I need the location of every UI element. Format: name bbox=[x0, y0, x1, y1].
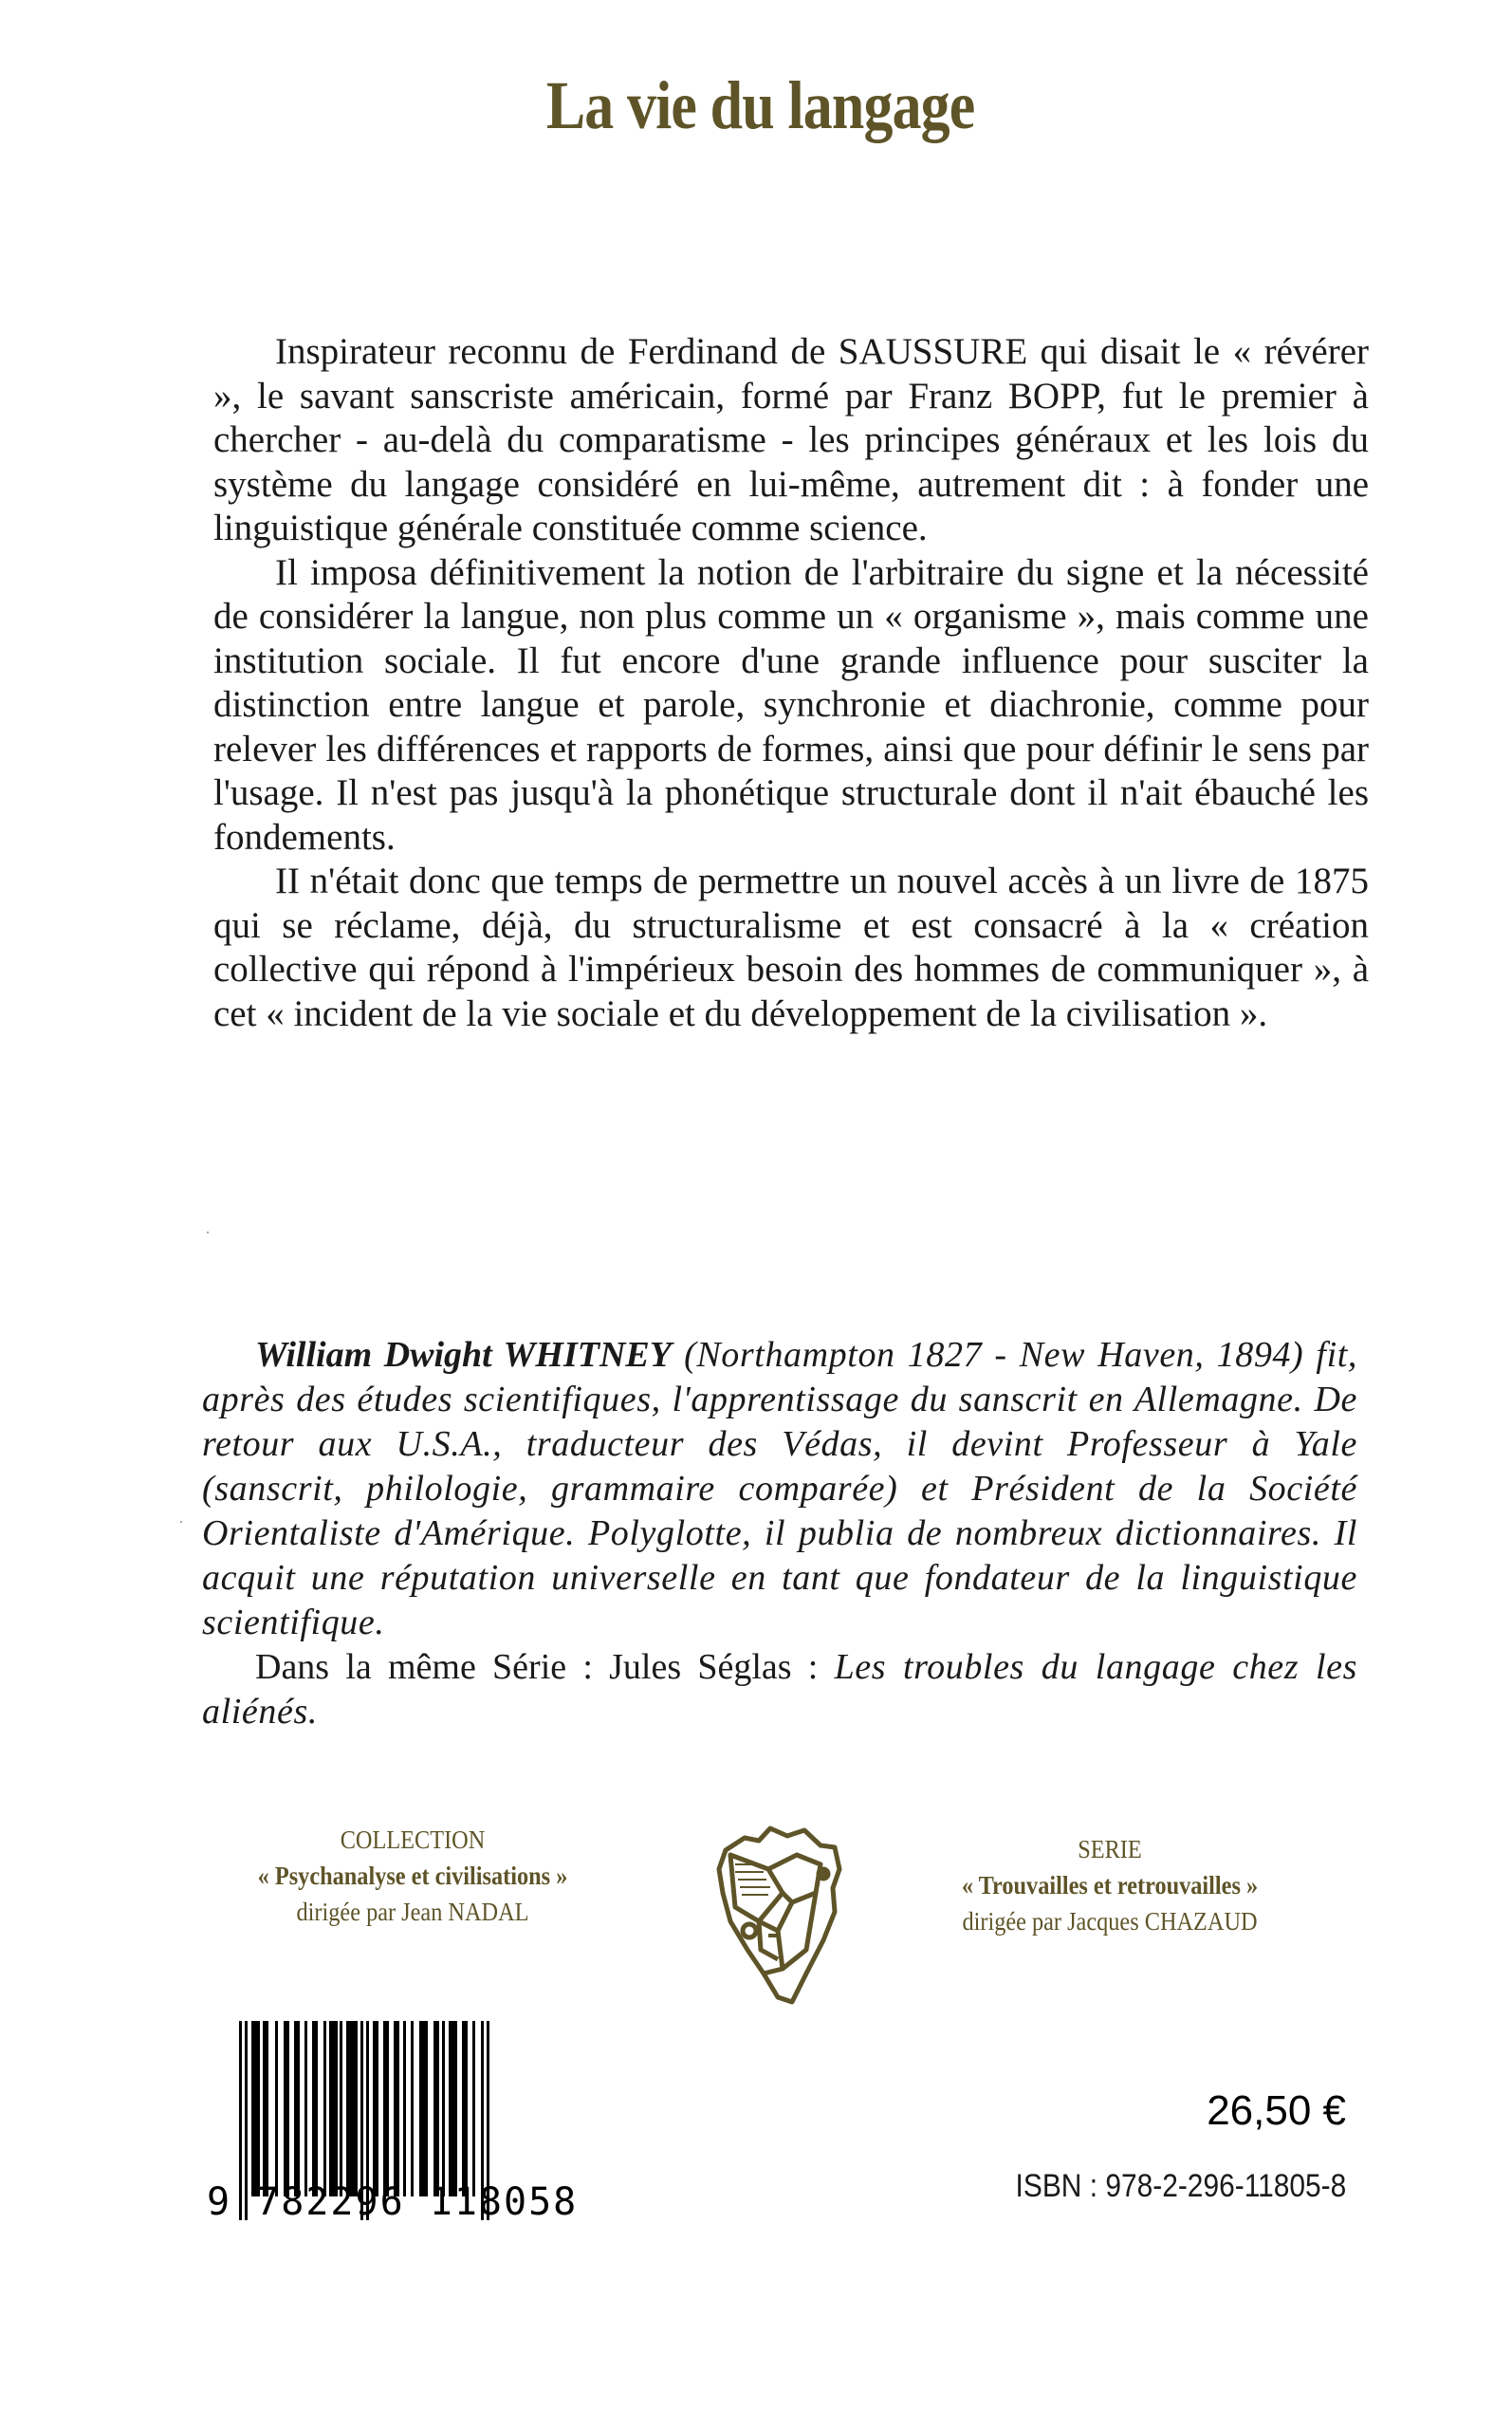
blurb-paragraph: Inspirateur reconnu de Ferdinand de SAUSSURE qui disait le « révérer », le savant sanscriste américain, formé par Franz BOPP, fut le premier à chercher - au-delà du comparatisme - les principes généraux et les lois du système du langage considéré en lui-même, autrement dit : à fonder une linguistique générale constituée comme science. bbox=[213, 331, 1369, 548]
series-note bbox=[202, 1645, 1357, 1734]
barcode-digits: 9 782296 118058 bbox=[207, 2180, 579, 2224]
bio-paragraph bbox=[202, 1333, 1357, 1645]
series-label: SERIE bbox=[1078, 1835, 1142, 1863]
series-director: dirigée par Jacques CHAZAUD bbox=[962, 1907, 1258, 1936]
collection-block bbox=[212, 1822, 614, 1930]
print-speck bbox=[207, 1232, 209, 1233]
print-speck bbox=[180, 1521, 182, 1523]
blurb-paragraph: Il imposa définitivement la notion de l'arbitraire du signe et la nécessité de considérer la langue, non plus comme un « organisme », mais comme une institution sociale. Il fut encore d'une grande influence pour susciter la distinction entre langue et parole, synchronie et diachronie, comme pour relever les différences et rapports de formes, ainsi que pour définir le sens par l'usage. Il n'est pas jusqu'à la phonétique structurale dont il n'ait ébauché les fondements. bbox=[213, 551, 1369, 858]
series-block bbox=[905, 1831, 1315, 1939]
author-biography bbox=[202, 1333, 1357, 1734]
collection-label: COLLECTION bbox=[340, 1825, 486, 1854]
series-note-title: Les troubles du langage chez les aliénés. bbox=[202, 1647, 1357, 1732]
series-name: « Trouvailles et retrouvailles » bbox=[961, 1871, 1259, 1899]
book-title: La vie du langage bbox=[545, 67, 975, 143]
back-cover-blurb bbox=[213, 330, 1369, 1036]
author-name: William Dwight WHITNEY bbox=[255, 1335, 672, 1375]
collection-name: « Psychanalyse et civilisations » bbox=[257, 1862, 568, 1890]
collection-director: dirigée par Jean NADAL bbox=[296, 1898, 529, 1926]
isbn-number: ISBN : 978-2-296-11805-8 bbox=[1015, 2168, 1346, 2204]
author-details: (Northampton 1827 - New Haven, 1894) fit, après des études scientifiques, l'apprentissage du sanscrit en Allemagne. De retour aux U.S.A., traducteur des Védas, il devint Professeur à Yale (sanscrit, philologie, grammaire comparée) et Président de la Société Orientaliste d'Amérique. Polyglotte, il publia de nombreux dictionnaires. Il acquit une réputation universelle en tant que fondateur de la linguistique scientifique. bbox=[202, 1335, 1357, 1642]
publisher-mask-logo-icon bbox=[702, 1817, 854, 2007]
series-note-prefix: Dans la même Série : Jules Séglas : bbox=[255, 1647, 835, 1687]
blurb-paragraph: II n'était donc que temps de permettre un nouvel accès à un livre de 1875 qui se réclame, déjà, du structuralisme et est consacré à la « création collective qui répond à l'impérieux besoin des hommes de communiquer », à cet « incident de la vie sociale et du développement de la civilisation ». bbox=[213, 861, 1369, 1034]
price: 26,50 € bbox=[1207, 2087, 1346, 2134]
